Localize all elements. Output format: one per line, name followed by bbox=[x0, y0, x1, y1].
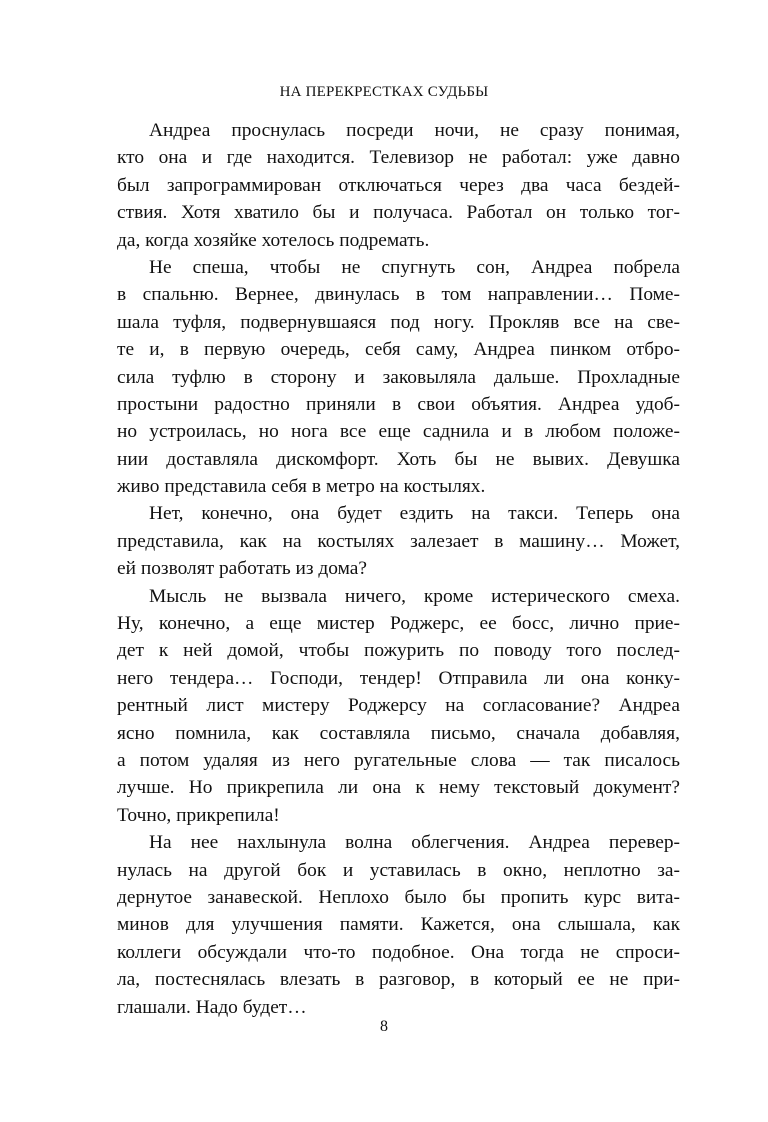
text-line: Точно, прикрепила! bbox=[117, 804, 280, 826]
text-line: ла, постеснялась влезать в разговор, в который ее не при- bbox=[117, 969, 680, 991]
text-line: рентный лист мистеру Роджерсу на согласование? Андреа bbox=[117, 695, 680, 717]
text-line: в спальню. Вернее, двинулась в том направлении… Поме- bbox=[117, 284, 680, 306]
text-line: ствия. Хотя хватило бы и получаса. Работал он только тог- bbox=[117, 202, 680, 224]
running-head: НА ПЕРЕКРЕСТКАХ СУДЬБЫ bbox=[279, 84, 489, 100]
text-line: лучше. Но прикрепила ли она к нему текстовый документ? bbox=[117, 777, 680, 799]
text-line: дет к ней домой, чтобы пожурить по поводу того послед- bbox=[117, 640, 680, 662]
paragraph-4 bbox=[117, 583, 680, 830]
text-line: Мысль не вызвала ничего, кроме истерического смеха. bbox=[149, 585, 680, 607]
text-line: кто она и где находится. Телевизор не работал: уже давно bbox=[117, 147, 680, 169]
paragraph-1 bbox=[117, 117, 680, 254]
text-line: минов для улучшения памяти. Кажется, она слышала, как bbox=[117, 914, 680, 936]
text-line: простыни радостно приняли в свои объятия. Андреа удоб- bbox=[117, 393, 680, 415]
paragraph-2 bbox=[117, 254, 680, 501]
text-line: да, когда хозяйке хотелось подремать. bbox=[117, 229, 430, 251]
text-line: коллеги обсуждали что-то подобное. Она тогда не спроси- bbox=[117, 941, 680, 963]
text-line: На нее нахлынула волна облегчения. Андреа перевер- bbox=[149, 832, 680, 854]
page-number: 8 bbox=[380, 1018, 388, 1035]
text-line: него тендера… Господи, тендер! Отправила ли она конку- bbox=[117, 667, 680, 689]
text-line: Андреа проснулась посреди ночи, не сразу понимая, bbox=[149, 120, 680, 141]
text-line: ясно помнила, как составляла письмо, сначала добавляя, bbox=[117, 722, 680, 744]
text-line: Ну, конечно, а еще мистер Роджерс, ее босс, лично прие- bbox=[117, 613, 680, 635]
text-line: был запрограммирован отключаться через два часа бездей- bbox=[117, 174, 680, 196]
text-line: Нет, конечно, она будет ездить на такси. Теперь она bbox=[149, 503, 680, 525]
text-line: дернутое занавеской. Неплохо было бы пропить курс вита- bbox=[117, 886, 680, 908]
text-line: а потом удаляя из него ругательные слова — так писалось bbox=[117, 749, 680, 771]
text-line: те и, в первую очередь, себя саму, Андреа пинком отбро- bbox=[117, 339, 680, 361]
body-text bbox=[117, 117, 680, 1021]
paragraph-5 bbox=[117, 829, 680, 1021]
text-line: глашали. Надо будет… bbox=[117, 996, 307, 1018]
text-line: нии доставляла дискомфорт. Хоть бы не вывих. Девушка bbox=[117, 448, 680, 470]
paragraph-3 bbox=[117, 500, 680, 582]
text-line: ей позволят работать из дома? bbox=[117, 558, 367, 580]
text-line: сила туфлю в сторону и заковыляла дальше. Прохладные bbox=[117, 366, 680, 388]
text-line: но устроилась, но нога все еще саднила и в любом положе- bbox=[117, 421, 680, 443]
text-line: живо представила себя в метро на костылях. bbox=[117, 476, 486, 498]
text-line: шала туфля, подвернувшаяся под ногу. Прокляв все на све- bbox=[117, 311, 680, 333]
text-line: представила, как на костылях залезает в машину… Может, bbox=[117, 530, 680, 552]
text-line: нулась на другой бок и уставилась в окно, неплотно за- bbox=[117, 859, 680, 881]
text-line: Не спеша, чтобы не спугнуть сон, Андреа побрела bbox=[149, 256, 680, 278]
